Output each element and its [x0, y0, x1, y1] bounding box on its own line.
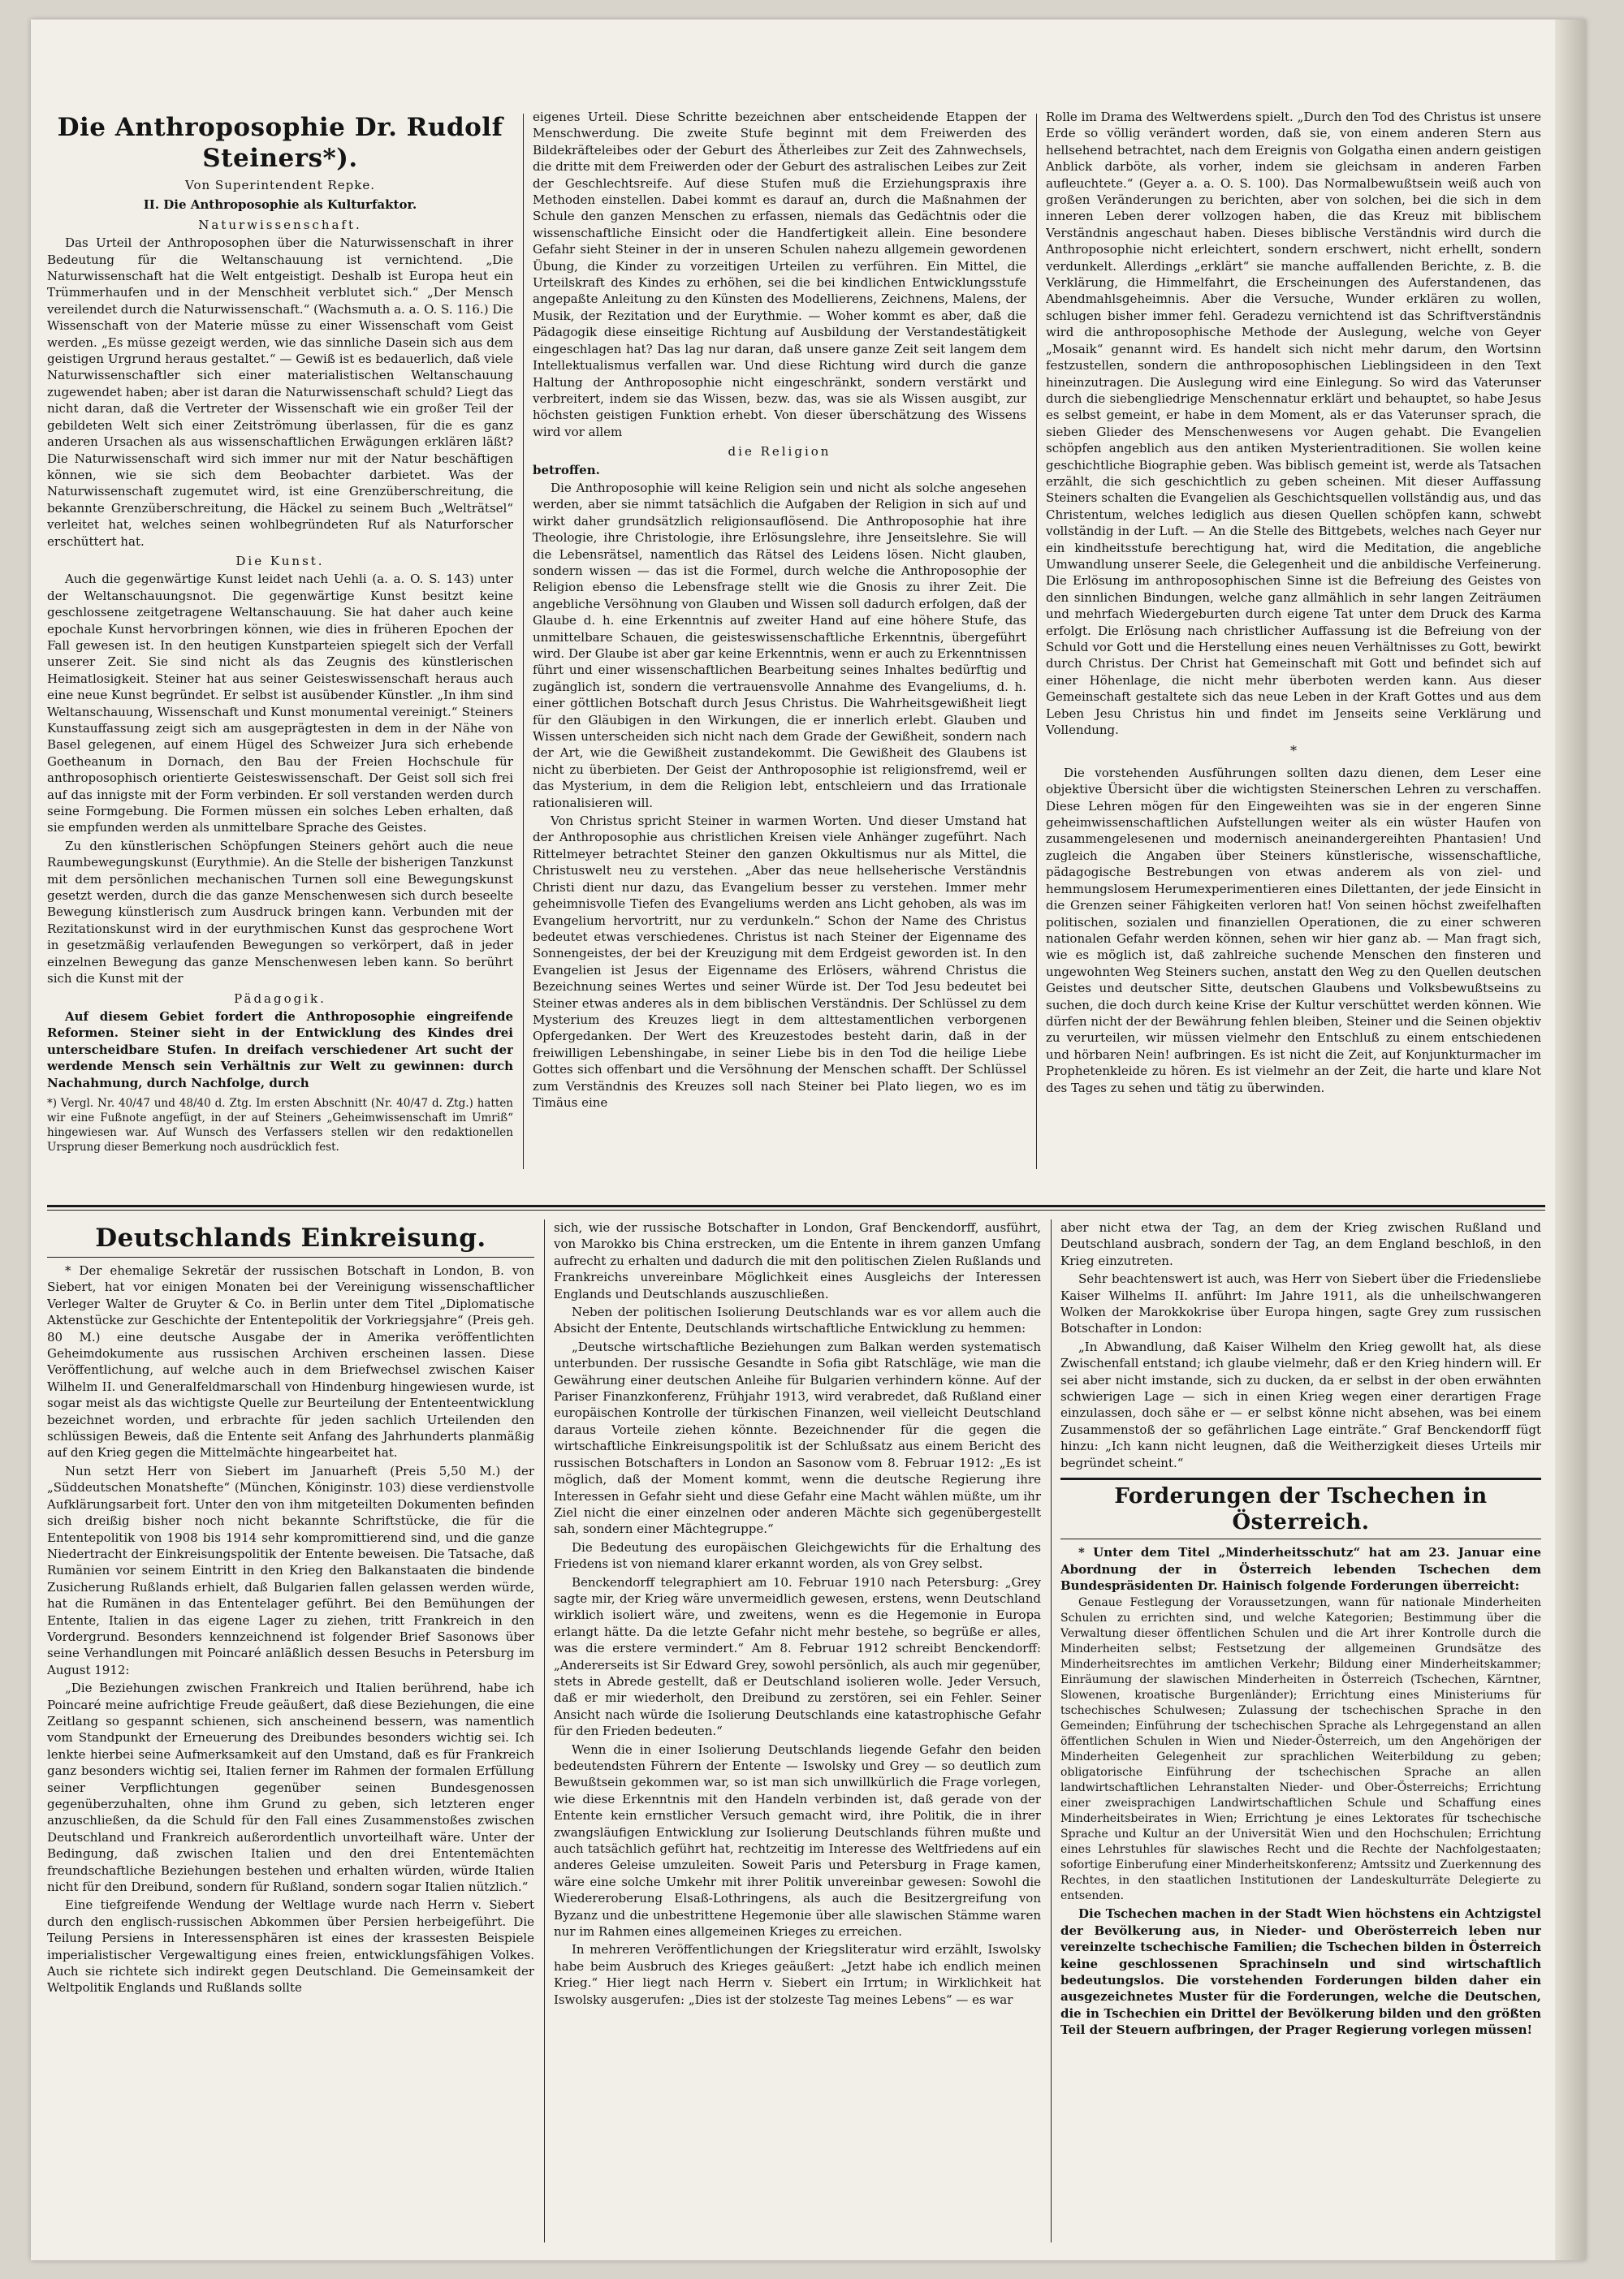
article2-column-3	[1060, 1219, 1541, 2252]
article2-column-2	[554, 1219, 1041, 2252]
article2-paragraph: „In Abwandlung, daß Kaiser Wilhelm den Krieg gewollt hat, als diese Zwischenfall entstand; ich glaube vielmehr, daß er den Krieg hindern will. Er sei aber nicht imstande, sich zu ducken, da er selbst in der oben erwähnten schwierigen Lage — sich in einen Krieg wegen einer derartigen Frage einzulassen, doch sähe er — er selbst könne nicht absehen, was bei einem Zusammenstoß der so gefährlichen Lage einträte.“ Graf Benckendorff fügt hinzu: „Ich kann nicht leugnen, daß die Weitherzigkeit dieses Urteils mir begründet scheint.“	[1060, 1339, 1541, 1470]
article2-title: Deutschlands Einkreisung.	[95, 1224, 486, 1253]
article1-column-3	[1046, 109, 1541, 1197]
column-rule	[544, 1219, 545, 2242]
religion-paragraph: Von Christus spricht Steiner in warmen Worten. Und dieser Umstand hat der Anthroposophie aus christlichen Kreisen viele Anhänger zugeführt. Nach Rittelmeyer betrachtet Steiner den ganzen Okkultismus nur als Mittel, die Christuswelt neu zu verstehen. „Aber das neue hellseherische Verständnis Christi dient nur dazu, das Evangelium besser zu verstehen. Immer mehr geheimnisvolle Tiefen des Evangeliums werden ans Licht gehoben, als was im Evangelium hervortritt, nur zu verdunkeln.“ Schon der Name des Christus bedeutet etwas verschiedenes. Christus ist nach Steiner der Eigenname des Sonnengeistes, der bei der Kreuzigung mit dem Erdgeist geworden ist. In den Evangelien ist Jesus der Eigenname des Erlösers, während Christus die Bezeichnung seines Wertes und seiner Würde ist. Der Tod Jesu bedeutet bei Steiner etwas anderes als in dem biblischen Verständnis. Der Schlüssel zu dem Mysterium des Kreuzes liegt in dem alttestamentlichen verborgenen Opfergedanken. Der Wert des Kreuzestodes besteht darin, daß in der freiwilligen Lebenshingabe, in seiner Liebe bis in den Tod die heilige Liebe Gottes sich offenbart und die Versöhnung der Menschen schafft. Der Schlüssel zum Verständnis des Kreuzes soll nach Steiner bei Plato liegen, wo es im Timäus eine	[533, 814, 1026, 1110]
article1-byline: Von Superintendent Repke.	[185, 178, 375, 192]
article2-paragraph: „Deutsche wirtschaftliche Beziehungen zum Balkan werden systematisch unterbunden. Der russische Gesandte in Sofia gibt Ratschläge, wie man die Gewährung einer deutschen Anleihe für Bulgarien verhindern könne. Auf der Pariser Finanzkonferenz, Frühjahr 1913, wird verabredet, daß Rußland einer europäischen Kontrolle der türkischen Finanzen, weil vielleicht Deutschland daraus Vorteile ziehen könnte. Bezeichnender für die gegen die wirtschaftliche Einkreisungspolitik ist der Schlußsatz aus einem Bericht des russischen Botschafters in London an Sasonow vom 8. Februar 1912: „Es ist möglich, daß der Moment kommt, wenn die deutsche Regierung ihre Interessen in Gefahr sieht und diese Gefahr eine Macht wählen müßte, um ihr Ziel nicht die einer einzelnen oder anderen Mächte sich gegenübergestellt sah, sondern einer Mächtegruppe.“	[554, 1339, 1041, 1537]
article2-column-1	[47, 1219, 534, 2252]
section-religion: die Religion	[728, 444, 831, 460]
column-rule	[523, 114, 524, 1169]
pedagogy-paragraph: Auf diesem Gebiet fordert die Anthroposophie eingreifende Reformen. Steiner sieht in der Entwicklung des Kindes drei unterscheidbare Stufen. In dreifach verschiedener Art sucht der werdende Mensch sein Verhältnis zur Welt zu gewinnen: durch Nachahmung, durch Nachfolge, durch	[47, 1008, 513, 1090]
article2-paragraph: * Der ehemalige Sekretär der russischen Botschaft in London, B. von Siebert, hat vor einigen Monaten bei der Vereinigung wissenschaftlicher Verleger Walter de Gruyter & Co. in Berlin unter dem Titel „Diplomatische Aktenstücke zur Geschichte der Ententepolitik der Vorkriegsjahre“ (Preis geh. 80 M.) eine deutsche Ausgabe der in Amerika veröffentlichten Geheimdokumente aus russischen Archiven erscheinen lassen. Diese Veröffentlichung, auf welche auch in dem Briefwechsel zwischen Kaiser Wilhelm II. und Generalfeldmarschall von Hindenburg hingewiesen wurde, ist sogar meist als das wichtigste Quelle zur Beurteilung der Ententeentwicklung bezeichnet worden, und erbrachte für jeden sachlich Urteilenden den schlüssigen Beweis, daß die Entente seit Anfang des Jahrhunderts planmäßig auf den Krieg gegen die Mittelmächte hingearbeitet hat.	[47, 1263, 534, 1461]
religion-lead: betroffen.	[533, 462, 600, 477]
article2-paragraph: Nun setzt Herr von Siebert im Januarheft (Preis 5,50 M.) der „Süddeutschen Monatshefte“ (München, Königinstr. 103) diese verdienstvolle Aufklärungsarbeit fort. Unter den von ihm mitgeteilten Dokumenten befinden sich dreißig bisher noch nicht bekannte Schriftstücke, die für die Ententepolitik von 1908 bis 1914 sehr kompromittierend sind, und die ganze Niedertracht der Einkreisungspolitik der Entente beweisen. Die Tatsache, daß Rumänien vor seinem Eintritt in den Krieg den Balkanstaaten die bindende Zusicherung Rußlands erhielt, daß Bulgarien fallen gelassen werden würde, hat die Rumänen in das Ententelager geführt. Bei den Bemühungen der Entente, Italien in das eigene Lager zu ziehen, tritt Frankreich in den Vordergrund. Besonders kennzeichnend ist folgender Brief Sasonows über seine Verhandlungen mit Poincaré anläßlich dessen Besuchs in Petersburg im August 1912:	[47, 1463, 534, 1677]
column-rule	[1051, 1219, 1052, 2242]
column-rule	[1036, 114, 1037, 1169]
section-science: Naturwissenschaft.	[198, 217, 362, 232]
section-pedagogy: Pädagogik.	[234, 991, 326, 1006]
article1-footnote: *) Vergl. Nr. 40/47 und 48/40 d. Ztg. Im ersten Abschnitt (Nr. 40/47 d. Ztg.) hatten wir eine Fußnote angefügt, in der auf Steiners „Geheimwissenschaft im Umriß“ hingewiesen war. Auf Wunsch des Verfassers stellen wir den redaktionellen Ursprung dieser Bemerkung noch ausdrücklich fest.	[47, 1096, 513, 1154]
article2-paragraph: Sehr beachtenswert ist auch, was Herr von Siebert über die Friedensliebe Kaiser Wilhelms II. anführt: Im Jahre 1911, als die unheilschwangeren Wolken der Marokkokrise über Europa hingen, sagte Grey zum russischen Botschafter in London:	[1060, 1271, 1541, 1336]
section-rule	[47, 1205, 1545, 1207]
section-art: Die Kunst.	[235, 553, 325, 568]
article1-column-1	[47, 109, 513, 1197]
article2-paragraph: Benckendorff telegraphiert am 10. Februar 1910 nach Petersburg: „Grey sagte mir, der Krieg wäre unvermeidlich gewesen, erstens, wenn Deutschland wirklich isoliert wäre, und zweitens, wenn es die Hegemonie in Europa erlangt hätte. Da die letzte Gefahr nicht mehr bestehe, so begrüße er alles, was die erstere vermindert.“ Am 8. Februar 1912 schreibt Benckendorff: „Andererseits ist Sir Edward Grey, sowohl persönlich, als auch mir gegenüber, stets in Abrede gestellt, daß er Deutschland isolieren wolle. Jeder Versuch, daß er mir wiederholt, den Dreibund zu zerstören, sei ein Fehler. Seiner Ansicht nach würde die Isolierung Deutschlands eine katastrophische Gefahr für den Frieden bedeuten.“	[554, 1574, 1041, 1739]
section-rule-thin	[47, 1210, 1545, 1211]
article1-title: Die Anthroposophie Dr. Rudolf Steiners*).	[57, 113, 503, 173]
title-underline	[47, 1257, 534, 1258]
science-paragraph: Das Urteil der Anthroposophen über die Naturwissenschaft in ihrer Bedeutung für die Weltanschauung ist vernichtend. „Die Naturwissenschaft hat die Welt entgeistigt. Deshalb ist Europa heut ein Trümmerhaufen und in der Menschheit verblutet sich.“ „Der Mensch vereilendet durch die Naturwissenschaft.“ (Wachsmuth a. a. O. S. 116.) Die Wissenschaft von der Materie müsse zu einer Wissenschaft vom Geist werden. „Es müsse gezeigt werden, wie das sinnliche Dasein sich aus dem geistigen Urgrund heraus gestaltet.“ — Gewiß ist es bedauerlich, daß viele Naturwissenschaftler sich einer materialistischen Weltanschauung zugewendet haben; aber ist daran die Naturwissenschaft schuld? Liegt das nicht daran, daß die Vertreter der Wissenschaft wie ein großer Teil der gebildeten Welt sich einer Zeitströmung überlassen, für die es ganz anderen Ursachen als aus wissenschaftlichen Erwägungen erklären läßt? Die Naturwissenschaft wird sich immer nur mit der Natur beschäftigen können, wie sie sich dem Beobachter darbietet. Was der Naturwissenschaft zugemutet wird, ist eine Grenzüberschreitung, die bekannte Grenzüberschreitung, die Häckel zu seinem Buch „Welträtsel“ verleitet hat, welches seinen wohlbegründeten Ruf als Naturforscher erschüttert hat.	[47, 235, 513, 549]
article2-paragraph: „Die Beziehungen zwischen Frankreich und Italien berührend, habe ich Poincaré meine aufrichtige Freude geäußert, daß diese Beziehungen, die eine Zeitlang so gespannt schienen, sich anscheinend bessern, was namentlich vom Standpunkt der Erneuerung des Dreibundes besonders wichtig sei. Ich lenkte hierbei seine Aufmerksamkeit auf den Umstand, daß es für Frankreich ganz besonders wichtig sei, Italien ferner im Rahmen der formalen Erfüllung seiner Verpflichtungen gegenüber seinen Bundesgenossen gegenüberzuhalten, ohne ihm Grund zu geben, sich letzteren enger anzuschließen, da die Schuld für den Fall eines Zusammenstoßes zwischen Deutschland und Frankreich außerordentlich unvorteilhaft wäre. Unter der Bedingung, daß zwischen Italien und den drei Ententemächten freundschaftliche Beziehungen bestehen und erhalten würden, würde Italien nicht für den Dreibund, sondern für Rußland, sondern sogar Italien nützlich.“	[47, 1681, 534, 1895]
article3-intro: * Unter dem Titel „Minderheitsschutz“ hat am 23. Januar eine Abordnung der in Österreich lebenden Tschechen dem Bundespräsidenten Dr. Hainisch folgende Forderungen überreicht:	[1060, 1545, 1541, 1593]
article2-paragraph: In mehreren Veröffentlichungen der Kriegsliteratur wird erzählt, Iswolsky habe beim Ausbruch des Krieges geäußert: „Jetzt habe ich endlich meinen Krieg.“ Hier liegt nach Herrn v. Siebert ein Irrtum; in Wirklichkeit hat Iswolsky ausgerufen: „Dies ist der stolzeste Tag meines Lebens“ — es war	[554, 1942, 1041, 2007]
newspaper-page	[31, 19, 1586, 2260]
article2-paragraph: Eine tiefgreifende Wendung der Weltlage wurde nach Herrn v. Siebert durch den englisch-russischen Abkommen über Persien herbeigeführt. Die Teilung Persiens in Interessensphären ist eines der krassesten Beispiele imperialistischer Vergewaltigung eines freien, entwicklungsfähigen Volkes. Auch sie richtete sich indirekt gegen Deutschland. Die Gemeinsamkeit der Weltpolitik Englands und Rußlands sollte	[47, 1897, 534, 1996]
religion-paragraph: Die Anthroposophie will keine Religion sein und nicht als solche angesehen werden, aber sie nimmt tatsächlich die Aufgaben der Religion in sich auf und wirkt daher grundsätzlich religionsauflösend. Die Anthroposophie hat ihre Theologie, ihre Christologie, ihre Erlösungslehre, ihre Jenseitslehre. Sie will die Lebensrätsel, namentlich das Rätsel des Leidens lösen. Nicht glauben, sondern wissen — das ist die Formel, durch welche die Anthroposophie der Religion ebenso die Lebensfrage stellt wie die Gnosis zu ihrer Zeit. Die angebliche Versöhnung von Glauben und Wissen soll dadurch erfolgen, daß der Glaube d. h. eine Erkenntnis auf zweiter Hand auf eine höhere Stufe, das unmittelbare Schauen, die geisteswissenschaftliche Erkenntnis, übergeführt wird. Der Glaube ist aber gar keine Erkenntnis, wenn er auch zu Erkenntnissen führt und einer wissenschaftlichen Bearbeitung seines Inhaltes bedürftig und zugänglich ist, sondern die vertrauensvolle Annahme des Evangeliums, d. h. einer göttlichen Botschaft durch Jesus Christus. Die Wahrheitsgewißheit liegt für den Gläubigen in den Wirkungen, die er innerlich erlebt. Glauben und Wissen unterscheiden sich nicht nach dem Grade der Gewißheit, sondern nach der Art, wie die Gewißheit zustandekommt. Die Gewißheit des Glaubens ist nicht zu überbieten. Der Geist der Anthroposophie ist religionsfremd, weil er das Mysterium, in dem die Religion lebt, entschleiern und das Irrationale rationalisieren will.	[533, 480, 1026, 810]
art-paragraph: Auch die gegenwärtige Kunst leidet nach Uehli (a. a. O. S. 143) unter der Weltanschauungsnot. Die gegenwärtige Kunst besitzt keine geschlossene zeitgetragene Weltanschauung. Sie hat daher auch keine epochale Kunst hervorbringen können, wie dies in früheren Epochen der Fall gewesen ist. In den heutigen Kunstparteien spiegelt sich der Verfall unserer Zeit. Sie sind nicht als das Zeugnis des künstlerischen Heimatlosigkeit. Steiner hat aus seiner Geisteswissenschaft heraus auch eine neue Kunst begründet. Er selbst ist ausübender Künstler. „In ihm sind Weltanschauung, Wissenschaft und Kunst monumental vereinigt.“ Steiners Kunstauffassung zeigt sich am ausgeprägtesten in dem in der Nähe von Basel gelegenen, auf einem Hügel des Schweizer Jura sich erhebende Goetheanum in Dornach, den Bau der Freien Hochschule für anthroposophisch orientierte Geisteswissenschaft. Der Geist soll sich frei auf das innigste mit der Form verbinden. Er soll verstanden werden durch seine Formgebung. Die Formen müssen ein solches Leben erhalten, daß sie empfunden werden als unmittelbare Sprache des Geistes.	[47, 572, 513, 835]
art-paragraph: Zu den künstlerischen Schöpfungen Steiners gehört auch die neue Raumbewegungskunst (Eurythmie). An die Stelle der bisherigen Tanzkunst mit dem persönlichen mechanischen Turnen soll eine Bewegungskunst gesetzt werden, durch die das ganze Menschenwesen sich durch beseelte Bewegung künstlerisch zum Ausdruck bringen kann. Verbunden mit der Rezitationskunst wird in der eurythmischen Kunst das gesprochene Wort in gesetzmäßig verlaufenden Bewegungen so verkörpert, daß in jeder einzelnen Bewegung das ganze Menschenwesen leben kann. So berührt sich die Kunst mit der	[47, 838, 513, 986]
article2-paragraph: Neben der politischen Isolierung Deutschlands war es vor allem auch die Absicht der Entente, Deutschlands wirtschaftliche Entwicklung zu hemmen:	[554, 1305, 1041, 1336]
article-rule	[1060, 1478, 1541, 1480]
section-separator-star: *	[1290, 743, 1297, 759]
article2-paragraph: aber nicht etwa der Tag, an dem der Krieg zwischen Rußland und Deutschland ausbrach, sondern der Tag, an dem England beschloß, in den Krieg einzutreten.	[1060, 1220, 1541, 1268]
article2-paragraph: sich, wie der russische Botschafter in London, Graf Benckendorff, ausführt, von Marokko bis China erstrecken, um die Entente in ihrem ganzen Umfang aufrecht zu erhalten und dadurch die mit den politischen Zielen Rußlands und Frankreichs unvereinbare Möglichkeit eines Ausgleichs der Interessen Englands und Deutschlands auszuschließen.	[554, 1220, 1041, 1301]
article1-part: II. Die Anthroposophie als Kulturfaktor.	[143, 197, 417, 213]
article2-paragraph: Wenn die in einer Isolierung Deutschlands liegende Gefahr den beiden bedeutendsten Führern der Entente — Iswolsky und Grey — so deutlich zum Bewußtsein gekommen war, so ist man sich unwillkürlich die Frage vorlegen, wie diese Erkenntnis mit den Handeln verbinden ist, daß gerade von der Entente kein ernstlicher Versuch gemacht wird, ihre Politik, die in ihrer zwangsläufigen Entwicklung zur Isolierung Deutschlands führen mußte und auch tatsächlich geführt hat, rechtzeitig im Interesse des Weltfriedens auf ein anderes Geleise umzuleiten. Soweit Paris und Petersburg in Frage kamen, wäre eine solche Umkehr mit ihrer Politik unvereinbar gewesen: Sowohl die Wiedereroberung Elsaß-Lothringens, als auch die Besitzergreifung von Byzanz und die unbestrittene Hegemonie über alle slawischen Stämme waren nur im Rahmen eines allgemeinen Krieges zu erreichen.	[554, 1742, 1041, 1940]
col2-paragraph: eigenes Urteil. Diese Schritte bezeichnen aber entscheidende Etappen der Menschwerdung. Die zweite Stufe beginnt mit dem Freiwerden des Bildekräfteleibes oder der Geburt des Ätherleibes zur Zeit des Zahnwechsels, die dritte mit dem Freiwerden oder der Geburt des astralischen Leibes zur Zeit der Geschlechtsreife. Auf diese Stufen muß die Erziehungspraxis ihre Methoden einstellen. Dabei kommt es darauf an, durch die Maßnahmen der Schule den ganzen Menschen zu erfassen, niemals das Gedächtnis oder die wissenschaftliche Einsicht oder die Handfertigkeit allein. Eine besondere Gefahr sieht Steiner in der in unseren Schulen nahezu allgemein gewordenen Übung, die Kinder zu vorzeitigen Urteilen zu verführen. Ein Mittel, die Urteilskraft des Kindes zu erhöhen, sei die bei kindlichen Entwicklungsstufe angepaßte Anleitung zu den Künsten des Modellierens, Zeichnens, Malens, der Musik, der Rezitation und der Eurythmie. — Woher kommt es aber, daß die Pädagogik diese einseitige Richtung auf Ausbildung der Verstandestätigkeit eingeschlagen hat? Das lag nur daran, daß unsere ganze Zeit seit langem dem Intellektualismus verfallen war. Und diese Richtung wird durch die ganze Haltung der Anthroposophie nicht eingeschränkt, sondern verstärkt und verbreitert, indem sie das Wissen, bezw. das, was sie als Wissen ausgibt, zur höchsten geistigen Funktion erhebt. Von dieser überschätzung des Wissens wird vor allem	[533, 110, 1026, 439]
page-edge	[1555, 19, 1586, 2260]
article1-column-2	[533, 109, 1026, 1197]
article3-title: Forderungen der Tschechen in Österreich.	[1114, 1484, 1488, 1535]
article2-paragraph: Die Bedeutung des europäischen Gleichgewichts für die Erhaltung des Friedens ist von niemand klarer erkannt worden, als von Grey selbst.	[554, 1539, 1041, 1572]
article3-demands: Genaue Festlegung der Voraussetzungen, wann für nationale Minderheiten Schulen zu errichten sind, und welche Kategorien; Bestimmung über die Verwaltung dieser öffentlichen Schulen und die Art ihrer Kontrolle durch die Minderheiten selbst; Festsetzung der allgemeinen Grundsätze des Minderheitsrechtes im amtlichen Verkehr; Bildung einer Minderheitskammer; Einräumung der slawischen Minderheiten in Österreich (Tschechen, Kärntner, Slowenen, kroatische Burgenländer); Errichtung eines Ministeriums für tschechisches Schulwesen; Zulassung der tschechischen Sprache in den Gemeinden; Einführung der tschechischen Sprache als Lehrgegenstand an allen öffentlichen Schulen in Wien und Nieder-Österreich, um den Angehörigen der Minderheiten Gelegenheit zur sprachlichen Weiterbildung zu geben; obligatorische Einführung der tschechischen Sprache an allen landwirtschaftlichen Lehranstalten Nieder- und Ober-Österreichs; Errichtung einer zweisprachigen Landwirtschaftlichen Schule und Schaffung eines Minderheitsbeirates in Wien; Errichtung je eines Lektorates für tschechische Sprache und Kultur an der Universität Wien und den Hochschulen; Errichtung eines Lehrstuhles für slawisches Recht und die Rechte der Nachfolgestaaten; sofortige Einberufung einer Minderheitskonferenz; Amtssitz und Zuerkennung des Rechtes, in den staatlichen Institutionen der Landeskulturräte Delegierte zu entsenden.	[1060, 1596, 1541, 1903]
col3-paragraph: Rolle im Drama des Weltwerdens spielt. „Durch den Tod des Christus ist unsere Erde so völlig verändert worden, daß sie, von einem anderen Stern aus hellsehend betrachtet, nach dem Ereignis von Golgatha einen andern geistigen Anblick darböte, als vorher, indem sie gleichsam in anderen Farben aufleuchtete.“ (Geyer a. a. O. S. 100). Das Normalbewußtsein weiß auch von großen Veränderungen zu berichten, aber von solchen, bei die sich in dem inneren Leben derer vollzogen haben, die das Kreuz mit biblischem Verständnis angeschaut haben. Dieses biblische Verständnis wird durch die Anthroposophie nicht erleichtert, sondern erschwert, nicht erhellt, sondern verdunkelt. Allerdings „erklärt“ sie manche auffallenden Berichte, z. B. die Verklärung, die Himmelfahrt, die Erscheinungen des Auferstandenen, das Abendmahlsgeheimnis. Aber die Versuche, Wunder erklären zu wollen, schlugen bisher immer fehl. Geradezu vernichtend ist das Schriftverständnis wird die anthroposophische Methode der Auslegung, welche von Geyer „Mosaik“ genannt wird. Es handelt sich nicht mehr darum, den Wortsinn festzustellen, sondern die anthroposophischen Lieblingsideen in den Text hineinzutragen. Die Auslegung wird eine Einlegung. So wird das Vaterunser durch die siebengliedrige Menschennatur erklärt und behauptet, so habe Jesus es selbst gemeint, er habe in dem Moment, als er das Vaterunser sprach, die sieben Glieder des Menschenwesens vor Augen gehabt. Die Evangelien schöpfen angeblich aus den antiken Mysterientraditionen. Sie wollen keine geschichtliche Biographie geben. Was biblisch gemeint ist, werde als Tatsachen erzählt, die sich geschichtlich zu geben scheinen. Mit dieser Auffassung Steiners schalten die Evangelien als Geschichtsquellen vollständig aus, und das Christentum, welches lediglich aus diesen Quellen schöpfen kann, schwebt vollständig in der Luft. — An die Stelle des Bittgebets, welches nach Geyer nur ein kindheitsstufe berechtigung hat, wird die Meditation, die angebliche Umwandlung unserer Seele, die Gelegenheit und die anbildische Verfeinerung. Die Erlösung im anthroposophischen Sinne ist die Befreiung des Geistes von den sinnlichen Bindungen, welche ganz allmählich in sehr langen Zeiträumen und mehrfach Wiedergeburten durch eigene Tat unter dem Druck des Karma erfolgt. Die Erlösung nach christlicher Auffassung ist die Befreiung von der Schuld vor Gott und die Herstellung eines neuen Verhältnisses zu Gott, bewirkt durch Christus. Der Christ hat Gemeinschaft mit Gott und befindet sich auf einer Höhenlage, die nicht mehr überboten werden kann. Aus dieser Gemeinschaft gestaltete sich das neue Leben in der Kraft Gottes und aus dem Leben Jesu Christus hin und findet im Jenseits seine Verklärung und Vollendung.	[1046, 110, 1541, 738]
article3-closing: Die Tschechen machen in der Stadt Wien höchstens ein Achtzigstel der Bevölkerung aus, in Nieder- und Oberösterreich leben nur vereinzelte tschechische Familien; die Tschechen bilden in Österreich keine geschlossenen Sprachinseln und sind wirtschaftlich bedeutungslos. Die vorstehenden Forderungen bilden daher ein ausgezeichnetes Muster für die Forderungen, welche die Deutschen, die in Tschechien ein Drittel der Bevölkerung bilden und den größten Teil der Steuern aufbringen, der Prager Regierung vorlegen müssen!	[1060, 1906, 1541, 2038]
closing-paragraph: Die vorstehenden Ausführungen sollten dazu dienen, dem Leser eine objektive Übersicht über die wichtigsten Steinerschen Lehren zu verschaffen. Diese Lehren mögen für den Eingeweihten was sie in der engeren Sinne geheimwissenschaftlichen Aufstellungen weiter als ein wüster Haufen von zusammengelesenen und modernisch aneinandergereihten Phantasien! Und zugleich die Angaben über Steiners künstlerische, wissenschaftliche, pädagogische Bestrebungen von etwas anderem als von ziel- und hemmungslosem Herumexperimentieren eines Dilettanten, der jede Einsicht in die Grenzen seiner Fähigkeiten verloren hat! Von seinen höchst zweifelhaften politischen, sozialen und finanziellen Operationen, die zu einer schweren nationalen Gefahr werden können, sehen wir hier ganz ab. — Man fragt sich, wie es möglich ist, daß zahlreiche suchende Menschen den finsteren und ungewohnten Weg Steiners suchen, anstatt den Weg zu den Quellen deutschen Geistes und deutscher Sitte, deutschen Glaubens und Volksbewußtseins zu suchen, die doch durch keine Krise der Kultur verschüttet werden können. Wie dürfen nicht der der Bewährung fehlen bleiben, Steiner und die Seinen objektiv zu verurteilen, wir müssen vielmehr den Entschluß zu einem entschiedenen und hörbaren Nein! aufbringen. Es ist nicht die Zeit, auf Konjunkturmacher im Prophetenkleide zu hören. Es ist vielmehr an der Zeit, die harte und klare Not des Tages zu sehen und tätig zu überwinden.	[1046, 765, 1541, 1095]
